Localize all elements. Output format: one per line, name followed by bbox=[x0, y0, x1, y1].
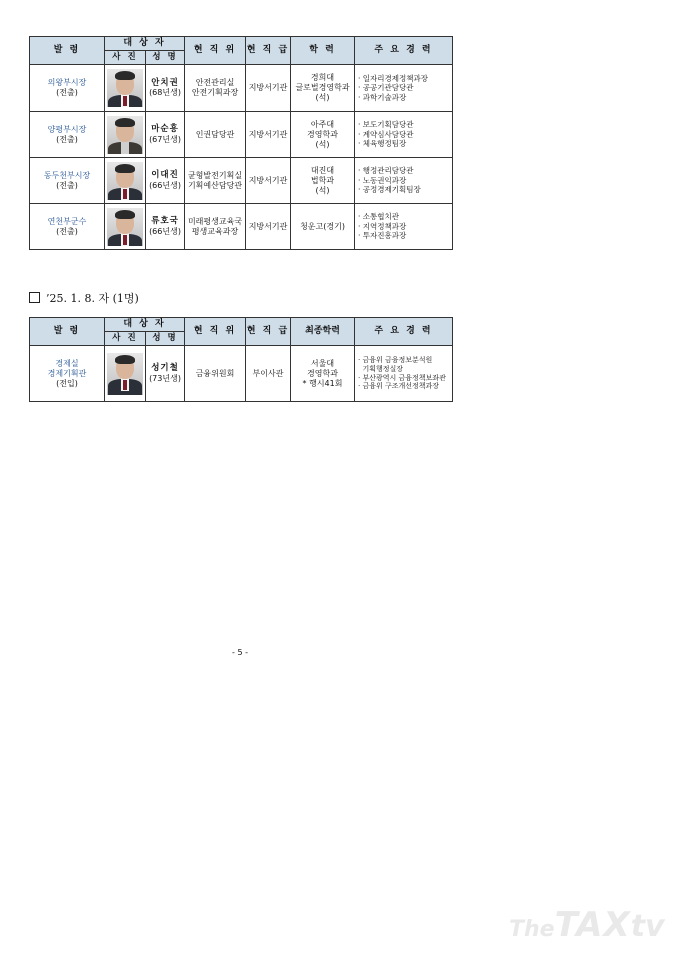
section-title bbox=[29, 290, 139, 306]
appointment-post: 의왕부시장 bbox=[47, 78, 87, 87]
career-line: · 행정관리담당관 bbox=[358, 166, 414, 176]
career-line: 기획행정실장 bbox=[358, 364, 404, 373]
education-cell bbox=[291, 204, 355, 250]
education-line: * 행시41회 bbox=[302, 378, 343, 388]
career-line: · 지역정책과장 bbox=[358, 221, 407, 231]
career-line: · 노동권익과장 bbox=[358, 175, 407, 185]
education-line: 경영학과 bbox=[307, 129, 338, 139]
photo-cell bbox=[105, 346, 146, 402]
career-cell bbox=[355, 65, 453, 112]
education-cell bbox=[291, 158, 355, 204]
career-line: · 소통협치관 bbox=[358, 212, 400, 222]
page-number: - 5 - bbox=[232, 648, 248, 657]
career-line: · 투자진흥과장 bbox=[358, 231, 407, 241]
position-line: 기획예산담당관 bbox=[187, 180, 243, 190]
name-cell bbox=[146, 204, 185, 250]
appointment-type: (전출) bbox=[56, 180, 78, 190]
appointment-post: 동두천부시장 bbox=[43, 170, 91, 180]
education-cell bbox=[291, 112, 355, 158]
position-cell bbox=[185, 346, 246, 402]
career-line: · 금융위 금융정보분석원 bbox=[358, 356, 433, 364]
career-line: · 과학기술과장 bbox=[358, 92, 407, 102]
education-line: 서울대 bbox=[310, 358, 335, 368]
thetaxtv-watermark-logo bbox=[509, 905, 665, 945]
header-target: 대 상 자 bbox=[105, 318, 185, 332]
section-title-text: ’25. 1. 8. 자 (1명) bbox=[46, 292, 139, 305]
appointment-post-2: 경제기획관 bbox=[47, 368, 87, 378]
header-position: 현 직 위 bbox=[185, 37, 246, 65]
career-line: · 부산광역시 금융정책보좌관 bbox=[358, 373, 446, 382]
table-row bbox=[30, 346, 453, 402]
appointment-cell bbox=[30, 346, 105, 402]
birth-year: (66년생) bbox=[149, 180, 181, 190]
education-line: 경영학과 bbox=[307, 368, 338, 378]
position-line: 금융위원회 bbox=[195, 368, 235, 378]
position-cell bbox=[185, 112, 246, 158]
grade-cell: 지방서기관 bbox=[246, 158, 291, 204]
education-cell bbox=[291, 65, 355, 112]
career-line: · 체육행정팀장 bbox=[358, 139, 407, 149]
table-row bbox=[30, 204, 453, 250]
education-line: 대진대 bbox=[310, 165, 335, 175]
appointment-post: 경제실 bbox=[55, 358, 79, 368]
table-row bbox=[30, 158, 453, 204]
person-name: 마순흥 bbox=[151, 124, 179, 135]
person-name: 이대진 bbox=[151, 170, 179, 181]
header-photo: 사 진 bbox=[105, 332, 146, 346]
header-education: 최종학력 bbox=[291, 318, 355, 346]
appointment-cell bbox=[30, 65, 105, 112]
position-cell bbox=[185, 65, 246, 112]
education-line: (석) bbox=[315, 139, 330, 149]
career-cell bbox=[355, 112, 453, 158]
appointment-table-2 bbox=[29, 317, 453, 402]
name-cell bbox=[146, 158, 185, 204]
birth-year: (66년생) bbox=[149, 226, 181, 236]
watermark-tv: tv bbox=[630, 909, 665, 944]
appointment-table-1 bbox=[29, 36, 453, 250]
grade-cell: 부이사관 bbox=[246, 346, 291, 402]
career-cell bbox=[355, 158, 453, 204]
career-line: · 금융위 구조개선정책과장 bbox=[358, 382, 440, 391]
position-line: 인권담당관 bbox=[195, 129, 235, 139]
appointment-post: 연천부군수 bbox=[47, 216, 87, 226]
career-line: · 공정경제기획팀장 bbox=[358, 185, 421, 195]
birth-year: (68년생) bbox=[149, 88, 181, 98]
position-line: 안전관리실 bbox=[195, 78, 235, 87]
header-grade: 현 직 급 bbox=[246, 37, 291, 65]
person-name: 성기철 bbox=[151, 363, 179, 374]
grade-cell: 지방서기관 bbox=[246, 65, 291, 112]
appointment-type: (전출) bbox=[56, 134, 78, 144]
position-line: 균형발전기획실 bbox=[187, 170, 243, 180]
career-cell bbox=[355, 346, 453, 402]
education-line: (석) bbox=[315, 185, 330, 195]
education-line: (석) bbox=[315, 93, 330, 102]
appointment-cell bbox=[30, 204, 105, 250]
education-line: 글로벌경영학과 bbox=[295, 83, 350, 92]
position-line: 미래평생교육국 bbox=[187, 216, 243, 226]
checkbox-square-icon bbox=[29, 292, 40, 303]
header-education: 학 력 bbox=[291, 37, 355, 65]
photo-cell bbox=[105, 204, 146, 250]
header-grade: 현 직 급 bbox=[246, 318, 291, 346]
career-line: · 보도기획담당관 bbox=[358, 120, 414, 130]
header-photo: 사 진 bbox=[105, 51, 146, 65]
header-appointment: 발 령 bbox=[30, 37, 105, 65]
person-name: 류호국 bbox=[151, 216, 179, 227]
photo-cell bbox=[105, 158, 146, 204]
person-photo bbox=[107, 116, 143, 154]
grade-cell: 지방서기관 bbox=[246, 204, 291, 250]
education-line: 청운고(경기) bbox=[300, 221, 345, 231]
appointment-type: (전출) bbox=[56, 88, 78, 97]
header-career: 주 요 경 력 bbox=[355, 37, 453, 65]
birth-year: (67년생) bbox=[149, 134, 181, 144]
grade-cell: 지방서기관 bbox=[246, 112, 291, 158]
person-photo bbox=[107, 353, 143, 395]
birth-year: (73년생) bbox=[149, 373, 181, 383]
career-cell bbox=[355, 204, 453, 250]
photo-cell bbox=[105, 112, 146, 158]
name-cell bbox=[146, 346, 185, 402]
name-cell bbox=[146, 112, 185, 158]
career-line: · 일자리경제정책과장 bbox=[358, 73, 428, 83]
header-name: 성 명 bbox=[146, 332, 185, 346]
person-name: 안치권 bbox=[151, 77, 179, 88]
header-target: 대 상 자 bbox=[105, 37, 185, 51]
table-row bbox=[30, 112, 453, 158]
watermark-the: The bbox=[509, 917, 555, 942]
position-cell bbox=[185, 204, 246, 250]
career-line: · 계약심사담당관 bbox=[358, 129, 414, 139]
career-line: · 공공기관담당관 bbox=[358, 83, 414, 93]
name-cell bbox=[146, 65, 185, 112]
person-photo bbox=[107, 208, 143, 246]
watermark-tax: TAX bbox=[554, 905, 631, 945]
education-line: 경희대 bbox=[310, 73, 335, 82]
education-cell bbox=[291, 346, 355, 402]
photo-cell bbox=[105, 65, 146, 112]
appointment-post: 양평부시장 bbox=[47, 124, 87, 134]
education-line: 법학과 bbox=[310, 175, 335, 185]
appointment-cell bbox=[30, 112, 105, 158]
table-row bbox=[30, 65, 453, 112]
person-photo bbox=[107, 69, 143, 107]
header-appointment: 발 령 bbox=[30, 318, 105, 346]
person-photo bbox=[107, 162, 143, 200]
appointment-cell bbox=[30, 158, 105, 204]
appointment-type: (전출) bbox=[56, 226, 78, 236]
position-line: 평생교육과장 bbox=[191, 226, 239, 236]
appointment-type: (전입) bbox=[56, 378, 78, 388]
education-line: 아주대 bbox=[310, 119, 335, 129]
header-position: 현 직 위 bbox=[185, 318, 246, 346]
position-line: 안전기획과장 bbox=[191, 88, 239, 97]
header-name: 성 명 bbox=[146, 51, 185, 65]
position-cell bbox=[185, 158, 246, 204]
header-career: 주 요 경 력 bbox=[355, 318, 453, 346]
